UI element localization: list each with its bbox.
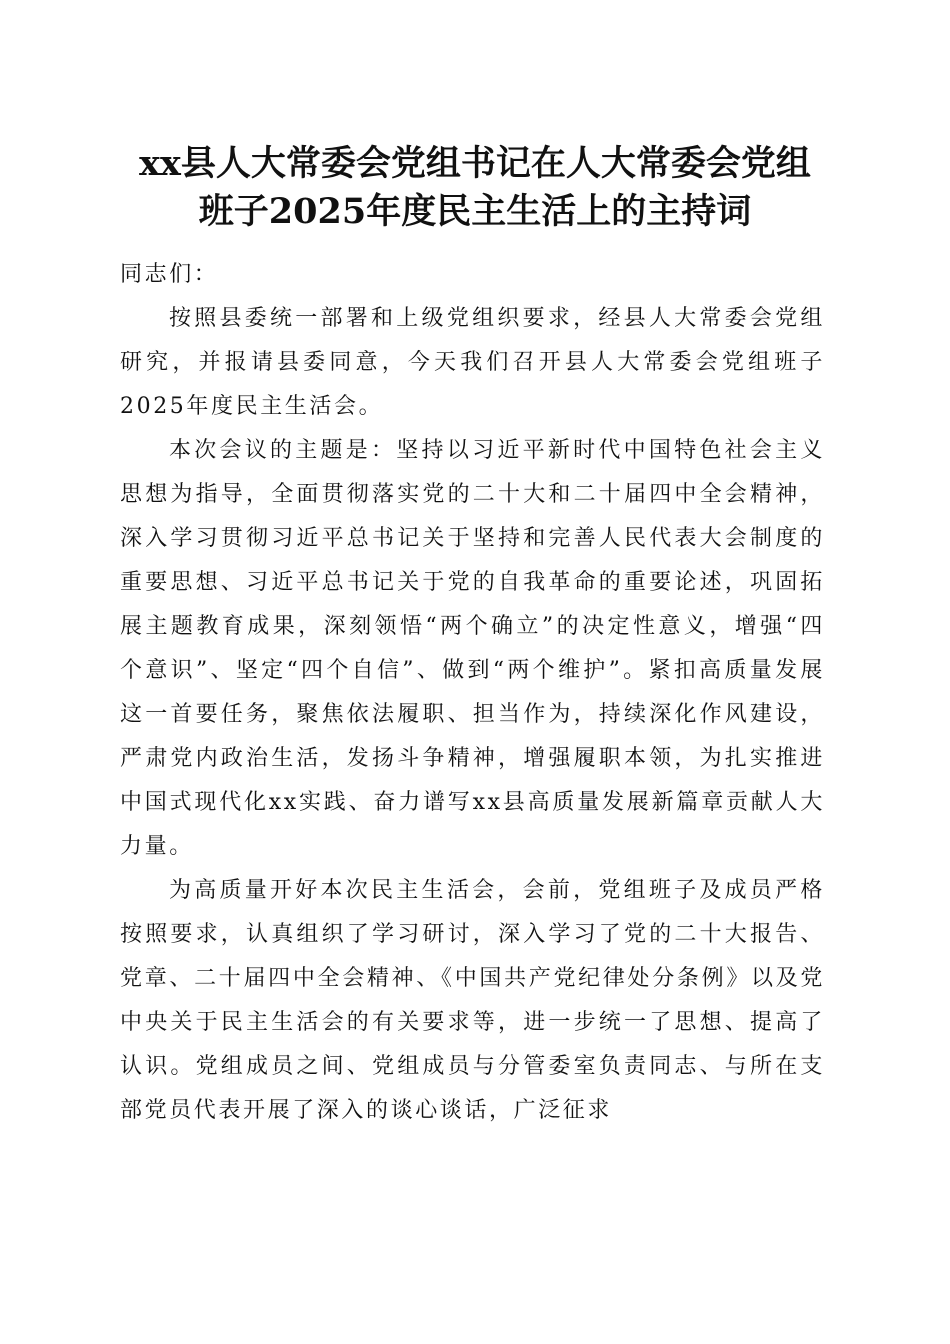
paragraph-2: 本次会议的主题是：坚持以习近平新时代中国特色社会主义思想为指导，全面贯彻落实党的二十大和二十届四中全会精神，深入学习贯彻习近平总书记关于坚持和完善人民代表大会制度的重要思想、习近平总书记关于党的自我革命的重要论述，巩固拓展主题教育成果，深刻领悟“两个确立”的决定性意义，增强“四个意识”、坚定“四个自信”、做到“两个维护”。紧扣高质量发展这一首要任务，聚焦依法履职、担当作为，持续深化作风建设，严肃党内政治生活，发扬斗争精神，增强履职本领，为扎实推进中国式现代化xx实践、奋力谱写xx县高质量发展新篇章贡献人大力量。	[120, 438, 825, 859]
paragraph-1: 按照县委统一部署和上级党组织要求，经县人大常委会党组研究，并报请县委同意，今天我们召开县人大常委会党组班子2025年度民主生活会。	[120, 306, 825, 419]
title-line-1: xx县人大常委会党组书记在人大常委会党组	[139, 143, 811, 184]
salutation: 同志们：	[120, 262, 219, 287]
paragraph-3: 为高质量开好本次民主生活会，会前，党组班子及成员严格按照要求，认真组织了学习研讨，深入学习了党的二十大报告、党章、二十届四中全会精神、《中国共产党纪律处分条例》以及党中央关于民主生活会的有关要求等，进一步统一了思想、提高了认识。党组成员之间、党组成员与分管委室负责同志、与所在支部党员代表开展了深入的谈心谈话，广泛征求	[120, 878, 825, 1123]
document-body	[120, 253, 825, 1133]
title-line-2: 班子2025年度民主生活上的主持词	[198, 191, 752, 232]
page-bottom-margin	[0, 1160, 950, 1344]
document-title	[100, 140, 850, 236]
